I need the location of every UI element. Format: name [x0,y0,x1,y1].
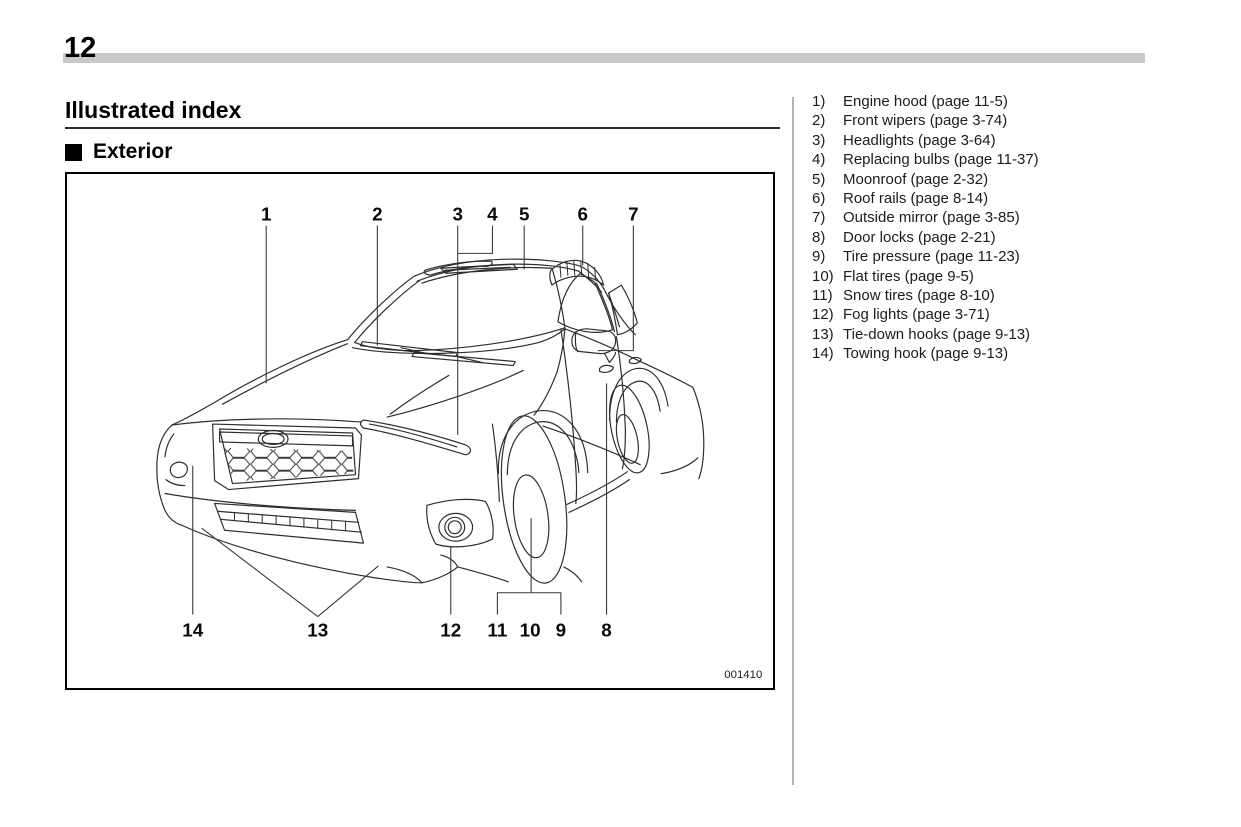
page-title: Illustrated index [65,97,242,123]
callout-10: 10 [519,619,541,641]
list-item [812,131,1232,150]
list-item [812,267,1232,286]
item-number: 14) [812,345,834,363]
item-number: 7) [812,209,826,227]
callout-12: 12 [440,619,462,641]
item-label: Replacing bulbs (page 11-37) [843,151,1039,169]
page-number: 12 [64,32,97,64]
item-label: Engine hood (page 11-5) [843,93,1008,110]
item-number: 2) [812,112,826,130]
item-number: 10) [812,267,834,285]
item-number: 6) [812,190,826,208]
callout-6: 6 [577,203,588,225]
list-item [812,208,1232,227]
section-title: Exterior [93,140,173,163]
list-item [812,189,1232,208]
item-label: Outside mirror (page 3-85) [843,209,1020,227]
item-number: 13) [812,325,834,343]
callout-3: 3 [452,203,463,225]
item-label: Front wipers (page 3-74) [843,112,1008,130]
item-label: Tire pressure (page 11-23) [843,248,1020,266]
callout-leader-lines [193,226,634,617]
callout-4: 4 [487,203,498,225]
list-item [812,325,1232,344]
list-item [812,286,1232,305]
callout-13: 13 [307,619,329,641]
item-label: Fog lights (page 3-71) [843,306,990,324]
car-illustration [67,174,773,688]
item-label: Tie-down hooks (page 9-13) [843,325,1031,343]
list-item [812,305,1232,324]
list-item [812,247,1232,266]
item-number: 4) [812,151,826,169]
car-body-lines [157,259,704,587]
list-item [812,111,1232,130]
list-item [812,92,1232,111]
section-square-icon [65,144,82,161]
parts-list [812,92,1232,364]
item-label: Snow tires (page 8-10) [843,287,995,305]
callout-8: 8 [601,619,612,641]
figure-code: 001410 [724,669,763,682]
callout-11: 11 [487,619,508,641]
callout-2: 2 [372,203,383,225]
list-item [812,344,1232,363]
item-label: Moonroof (page 2-32) [843,170,989,188]
item-label: Towing hook (page 9-13) [843,345,1009,363]
item-label: Headlights (page 3-64) [843,131,996,149]
item-label: Door locks (page 2-21) [843,228,996,246]
item-number: 3) [812,131,826,149]
item-number: 12) [812,306,834,324]
callout-5: 5 [518,203,530,225]
list-item [812,228,1232,247]
callout-9: 9 [555,619,567,641]
item-number: 9) [812,248,826,266]
title-rule [65,127,780,129]
item-number: 11) [812,287,833,305]
item-number: 1) [812,93,826,110]
figure-box [65,172,775,690]
content-divider [792,97,794,785]
section-header [65,141,172,162]
callout-7: 7 [628,203,639,225]
callout-1: 1 [260,203,272,225]
item-number: 8) [812,228,826,246]
list-item [812,170,1232,189]
list-item [812,150,1232,169]
item-label: Flat tires (page 9-5) [843,267,974,285]
item-number: 5) [812,170,826,188]
page-header-bar [63,53,1145,63]
item-label: Roof rails (page 8-14) [843,190,989,208]
callout-14: 14 [182,619,204,641]
